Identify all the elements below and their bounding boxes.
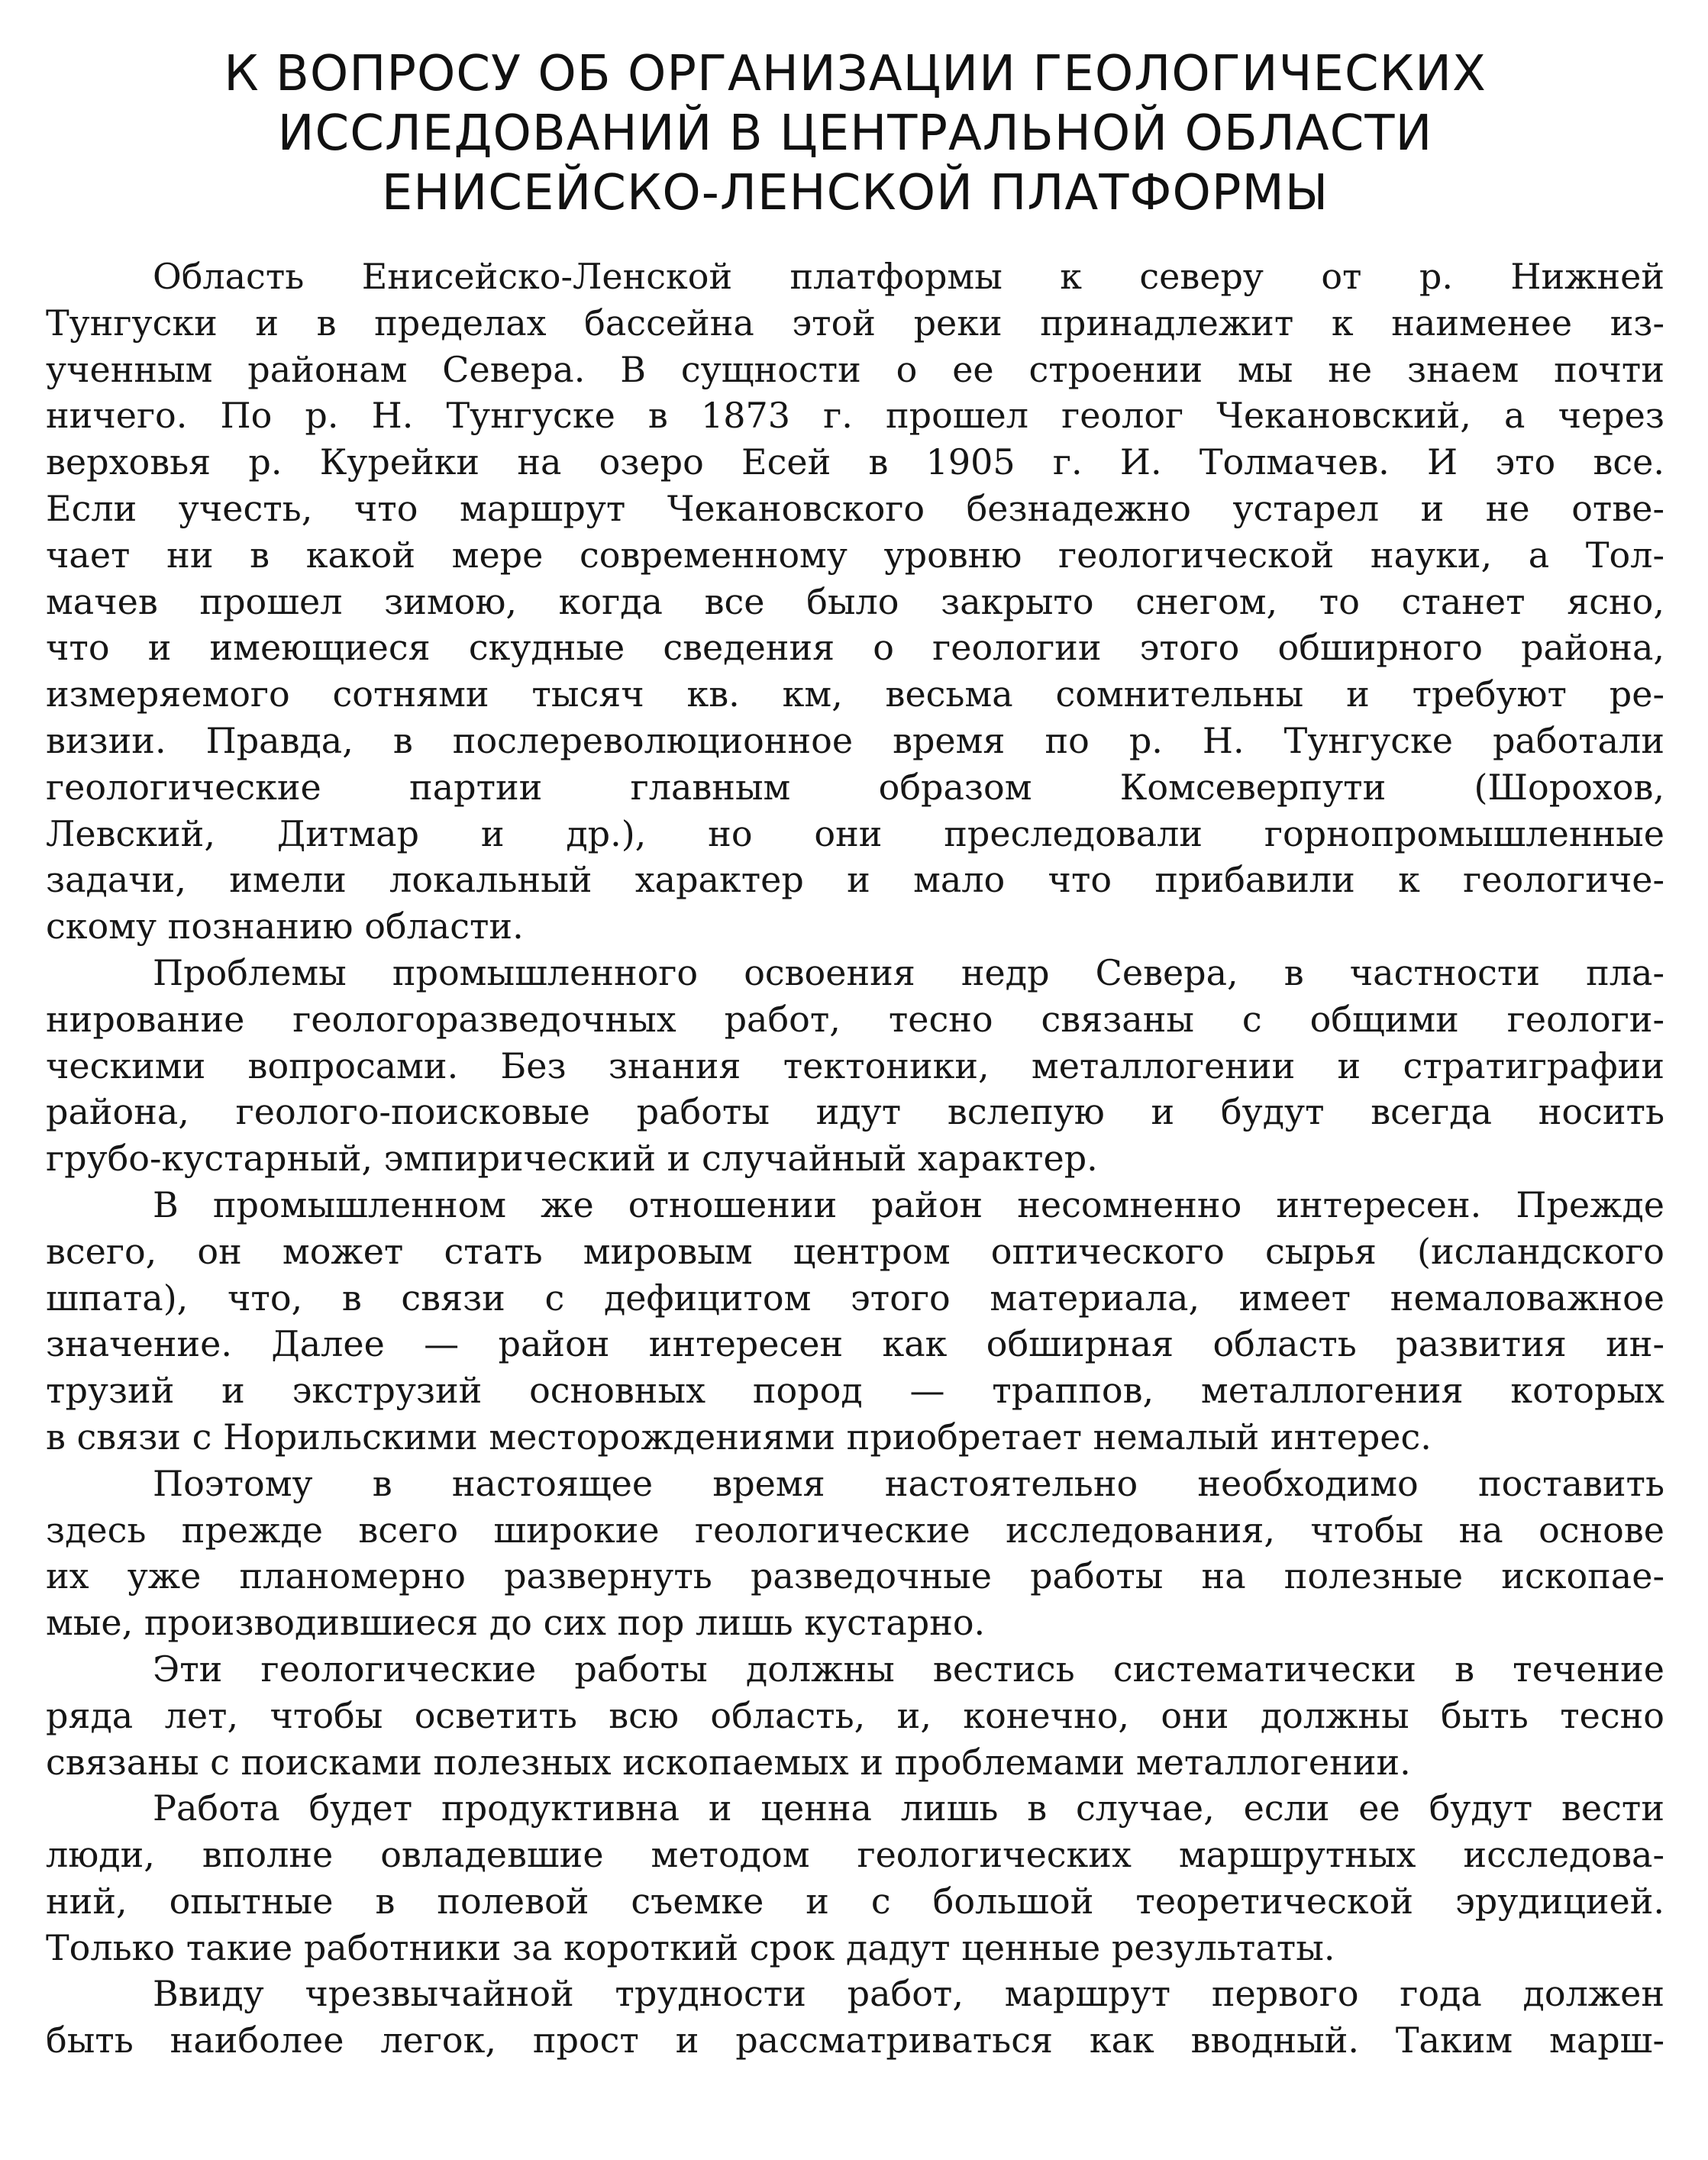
text-line: ничего. По р. Н. Тунгуске в 1873 г. прошел геолог Чекановский, а через (46, 395, 1664, 437)
text-line: чает ни в какой мере современному уровню геологической науки, а Тол- (46, 534, 1664, 576)
text-line: мые, производившиеся до сих пор лишь кустарно. (46, 1602, 986, 1644)
text-line: мачев прошел зимою, когда все было закрыто снегом, то станет ясно, (46, 580, 1664, 622)
article-title-line: ИССЛЕДОВАНИЙ В ЦЕНТРАЛЬНОЙ ОБЛАСТИ (277, 105, 1433, 162)
text-line: геологические партии главным образом Комсеверпути (Шорохов, (46, 766, 1664, 808)
text-line: Поэтому в настоящее время настоятельно необходимо поставить (153, 1462, 1664, 1504)
text-line: трузий и экструзий основных пород — траппов, металлогения которых (46, 1370, 1664, 1412)
paragraph (46, 253, 1664, 950)
text-line: люди, вполне овладевшие методом геологических маршрутных исследова- (46, 1834, 1664, 1876)
text-line: задачи, имели локальный характер и мало что прибавили к геологиче- (46, 859, 1664, 901)
article-title-line: ЕНИСЕЙСКО-ЛЕНСКОЙ ПЛАТФОРМЫ (381, 165, 1329, 221)
text-line: нирование геологоразведочных работ, тесно связаны с общими геологи- (46, 998, 1664, 1040)
paragraph (46, 1971, 1664, 2064)
text-line: здесь прежде всего широкие геологические исследования, чтобы на основе (46, 1509, 1664, 1551)
text-line: ряда лет, чтобы осветить всю область, и, конечно, они должны быть тесно (46, 1694, 1664, 1736)
text-line: района, геолого-поисковые работы идут вслепую и будут всегда носить (46, 1091, 1664, 1133)
text-line: связаны с поисками полезных ископаемых и проблемами металлогении. (46, 1741, 1411, 1783)
text-line: что и имеющиеся скудные сведения о геологии этого обширного района, (46, 627, 1664, 669)
paragraph (46, 1785, 1664, 1971)
text-line: значение. Далее — район интересен как обширная область развития ин- (46, 1323, 1664, 1365)
text-line: в связи с Норильскими месторождениями приобретает немалый интерес. (46, 1416, 1432, 1458)
text-line: Работа будет продуктивна и ценна лишь в случае, если ее будут вести (153, 1787, 1664, 1829)
document-page (46, 31, 1664, 2138)
text-line: Проблемы промышленного освоения недр Севера, в частности пла- (153, 951, 1664, 993)
text-line: визии. Правда, в послереволюционное время по р. Н. Тунгуске работали (46, 719, 1664, 761)
text-line: верховья р. Курейки на озеро Есей в 1905 г. И. Толмачев. И это все. (46, 441, 1664, 483)
text-line: их уже планомерно развернуть разведочные работы на полезные ископае- (46, 1555, 1664, 1597)
text-line: Эти геологические работы должны вестись систематически в течение (153, 1648, 1664, 1690)
article-title (46, 31, 1664, 223)
text-line: шпата), что, в связи с дефицитом этого материала, имеет немаловажное (46, 1277, 1664, 1319)
text-line: Область Енисейско-Ленской платформы к северу от р. Нижней (153, 256, 1664, 297)
paragraph (46, 1461, 1664, 1646)
text-line: всего, он может стать мировым центром оптического сырья (исландского (46, 1230, 1664, 1272)
text-line: В промышленном же отношении район несомненно интересен. Прежде (153, 1183, 1664, 1225)
text-line: Левский, Дитмар и др.), но они преследовали горнопромышленные (46, 812, 1664, 854)
article-body (46, 253, 1664, 2064)
text-line: ученным районам Севера. В сущности о ее строении мы не знаем почти (46, 348, 1664, 390)
text-line: грубо-кустарный, эмпирический и случайный характер. (46, 1138, 1098, 1180)
text-line: ческими вопросами. Без знания тектоники, металлогении и стратиграфии (46, 1044, 1664, 1086)
text-line: Тунгуски и в пределах бассейна этой реки принадлежит к наименее из- (46, 302, 1664, 344)
text-line: Ввиду чрезвычайной трудности работ, маршрут первого года должен (153, 1973, 1664, 2015)
paragraph (46, 1646, 1664, 1785)
text-line: Только такие работники за короткий срок дадут ценные результаты. (46, 1926, 1335, 1968)
text-line: Если учесть, что маршрут Чекановского безнадежно устарел и не отве- (46, 487, 1664, 529)
text-line: скому познанию области. (46, 906, 524, 948)
text-line: измеряемого сотнями тысяч кв. км, весьма сомнительны и требуют ре- (46, 673, 1664, 715)
paragraph (46, 950, 1664, 1182)
text-line: ний, опытные в полевой съемке и с большой теоретической эрудицией. (46, 1880, 1664, 1922)
article-title-line: К ВОПРОСУ ОБ ОРГАНИЗАЦИИ ГЕОЛОГИЧЕСКИХ (224, 46, 1487, 102)
paragraph (46, 1182, 1664, 1461)
text-line: быть наиболее легок, прост и рассматриваться как вводный. Таким марш- (46, 2020, 1664, 2062)
